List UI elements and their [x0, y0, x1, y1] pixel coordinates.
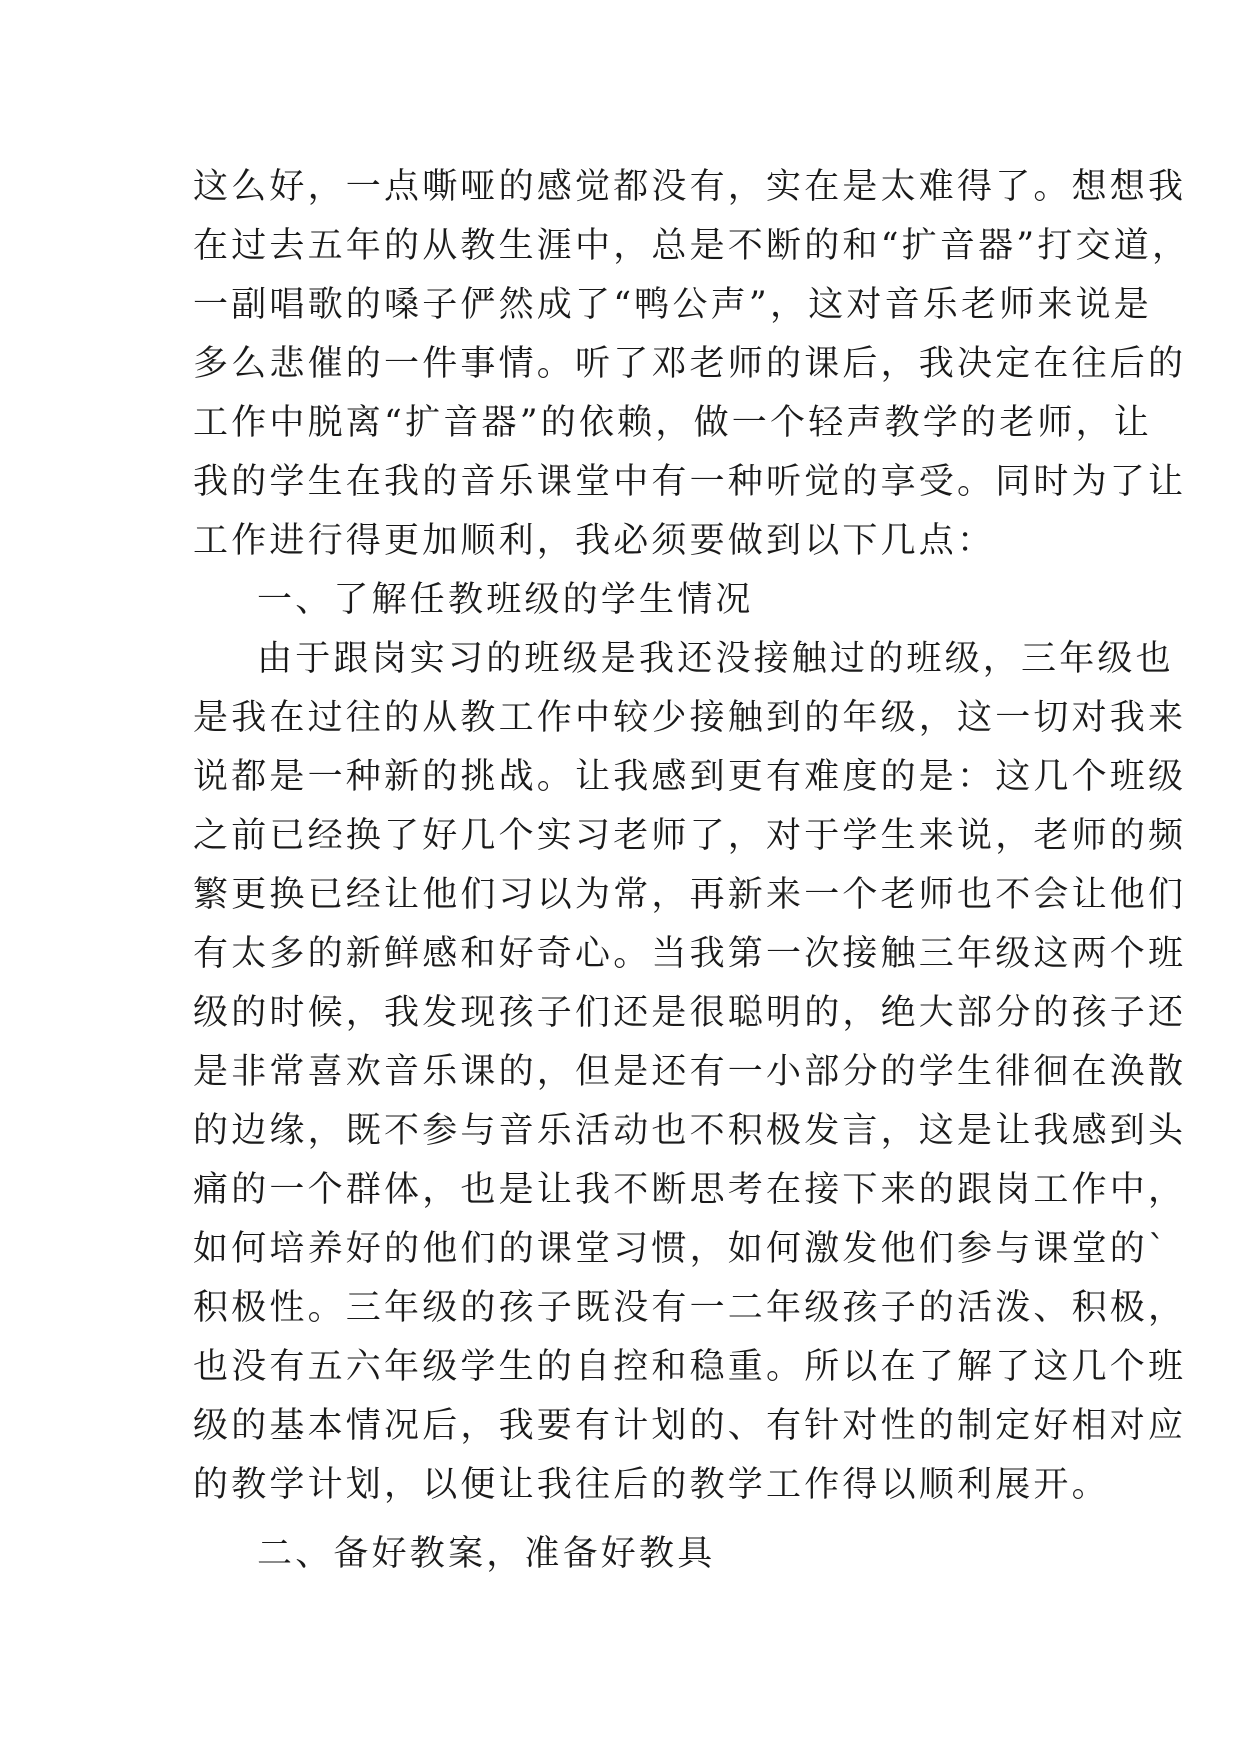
section-heading-1: 一、了解任教班级的学生情况 [257, 580, 754, 620]
paragraph-start: 由于跟岗实习的班级是我还没接触过的班级，三年级也 [257, 639, 1174, 679]
text-line: 的边缘，既不参与音乐活动也不积极发言，这是让我感到头 [193, 1111, 1187, 1151]
text-line: 这么好，一点嘶哑的感觉都没有，实在是太难得了。想想我 [193, 167, 1187, 207]
text-line: 是我在过往的从教工作中较少接触到的年级，这一切对我来 [193, 698, 1187, 738]
section-heading-2: 二、备好教案，准备好教具 [257, 1534, 716, 1574]
text-line: 多么悲催的一件事情。听了邓老师的课后，我决定在往后的 [193, 344, 1187, 384]
text-line: 也没有五六年级学生的自控和稳重。所以在了解了这几个班 [193, 1347, 1187, 1387]
text-line: 在过去五年的从教生涯中，总是不断的和“扩音器”打交道， [193, 226, 1191, 266]
text-line: 有太多的新鲜感和好奇心。当我第一次接触三年级这两个班 [193, 934, 1187, 974]
text-line: 说都是一种新的挑战。让我感到更有难度的是：这几个班级 [193, 757, 1187, 797]
text-line: 如何培养好的他们的课堂习惯，如何激发他们参与课堂的` [193, 1229, 1169, 1269]
text-line: 是非常喜欢音乐课的，但是还有一小部分的学生徘徊在涣散 [193, 1052, 1187, 1092]
text-line: 积极性。三年级的孩子既没有一二年级孩子的活泼、积极， [193, 1288, 1187, 1328]
body-text [193, 158, 1191, 1584]
text-line: 工作进行得更加顺利，我必须要做到以下几点： [193, 521, 996, 561]
text-line: 一副唱歌的嗓子俨然成了“鸭公声”，这对音乐老师来说是 [193, 285, 1152, 325]
text-line: 级的时候，我发现孩子们还是很聪明的，绝大部分的孩子还 [193, 993, 1187, 1033]
text-line: 级的基本情况后，我要有计划的、有针对性的制定好相对应 [193, 1406, 1187, 1446]
text-line: 繁更换已经让他们习以为常，再新来一个老师也不会让他们 [193, 875, 1187, 915]
text-line: 我的学生在我的音乐课堂中有一种听觉的享受。同时为了让 [193, 462, 1187, 502]
text-line: 痛的一个群体，也是让我不断思考在接下来的跟岗工作中， [193, 1170, 1187, 1210]
text-line: 工作中脱离“扩音器”的依赖，做一个轻声教学的老师，让 [193, 403, 1152, 443]
text-line: 之前已经换了好几个实习老师了，对于学生来说，老师的频 [193, 816, 1187, 856]
text-line: 的教学计划，以便让我往后的教学工作得以顺利展开。 [193, 1465, 1110, 1505]
